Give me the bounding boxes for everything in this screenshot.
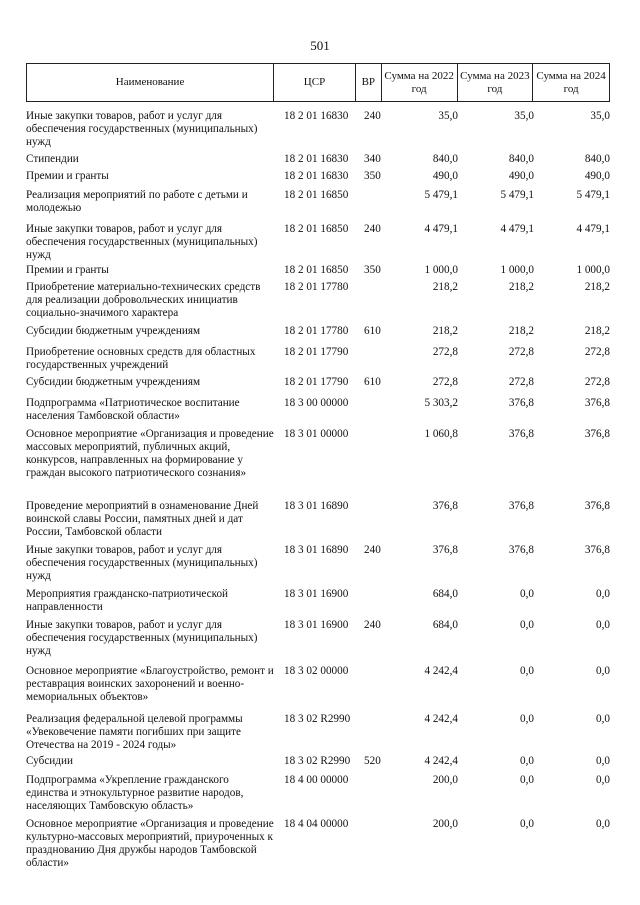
header-year-2023: Сумма на 2023 год [458,64,534,101]
row-sum-2024: 376,8 [584,397,610,409]
row-csr: 18 3 02 R2990 [284,755,351,767]
row-sum-2023: 376,8 [508,544,534,556]
row-name: Основное мероприятие «Организация и проведение массовых мероприятий, публичных акций, конкурсов, направленных на формирование у граждан высокого патриотического сознания» [26,428,274,479]
row-name: Субсидии бюджетным учреждениям [26,376,201,388]
row-csr: 18 2 01 17790 [284,376,349,388]
row-sum-2022: 200,0 [432,774,458,786]
row-sum-2022: 376,8 [432,544,458,556]
row-csr: 18 2 01 17790 [284,346,349,358]
row-name: Премии и гранты [26,264,109,276]
row-vr: 240 [364,619,381,631]
row-sum-2023: 0,0 [520,774,534,786]
header-csr: ЦСР [274,64,356,101]
row-sum-2023: 272,8 [508,376,534,388]
row-sum-2023: 4 479,1 [500,223,534,235]
row-csr: 18 2 01 17780 [284,325,349,337]
row-name: Стипендии [26,153,79,165]
row-sum-2024: 376,8 [584,428,610,440]
row-sum-2022: 218,2 [432,281,458,293]
row-vr: 350 [364,264,381,276]
row-sum-2023: 0,0 [520,755,534,767]
row-sum-2024: 0,0 [596,774,610,786]
row-name: Реализация мероприятий по работе с детьми и молодежью [26,189,248,214]
row-sum-2022: 1 000,0 [424,264,458,276]
row-vr: 240 [364,110,381,122]
row-vr: 240 [364,544,381,556]
row-csr: 18 3 01 00000 [284,428,349,440]
header-year-2022: Сумма на 2022 год [382,64,458,101]
row-sum-2024: 376,8 [584,544,610,556]
row-sum-2023: 0,0 [520,818,534,830]
row-csr: 18 4 04 00000 [284,818,349,830]
row-name: Премии и гранты [26,170,109,182]
row-sum-2024: 376,8 [584,500,610,512]
row-sum-2022: 4 479,1 [424,223,458,235]
row-sum-2022: 218,2 [432,325,458,337]
row-sum-2023: 0,0 [520,619,534,631]
row-sum-2022: 684,0 [432,619,458,631]
row-name: Основное мероприятие «Организация и проведение культурно-массовых мероприятий, приуроченных к празднованию Дня дружбы народов Тамбовской области» [26,818,274,869]
row-sum-2023: 376,8 [508,428,534,440]
row-csr: 18 2 01 16850 [284,189,349,201]
row-sum-2024: 5 479,1 [576,189,610,201]
row-sum-2022: 4 242,4 [424,665,458,677]
row-sum-2022: 5 303,2 [424,397,458,409]
row-name: Иные закупки товаров, работ и услуг для обеспечения государственных (муниципальных) нужд [26,619,258,657]
row-csr: 18 2 01 16830 [284,153,349,165]
row-name: Подпрограмма «Патриотическое воспитание населения Тамбовской области» [26,397,240,422]
row-sum-2024: 840,0 [584,153,610,165]
row-sum-2023: 35,0 [514,110,534,122]
row-sum-2024: 218,2 [584,281,610,293]
row-vr: 340 [364,153,381,165]
row-sum-2022: 840,0 [432,153,458,165]
row-csr: 18 3 01 16890 [284,544,349,556]
row-name: Иные закупки товаров, работ и услуг для обеспечения государственных (муниципальных) нужд [26,223,258,261]
row-sum-2022: 200,0 [432,818,458,830]
row-sum-2023: 218,2 [508,325,534,337]
row-csr: 18 2 01 16830 [284,110,349,122]
row-csr: 18 2 01 16850 [284,264,349,276]
header-name: Наименование [27,64,274,101]
row-csr: 18 3 01 16890 [284,500,349,512]
row-vr: 520 [364,755,381,767]
row-name: Иные закупки товаров, работ и услуг для обеспечения государственных (муниципальных) нужд [26,110,258,148]
row-sum-2023: 0,0 [520,713,534,725]
table-header [26,63,610,102]
row-sum-2023: 218,2 [508,281,534,293]
row-vr: 350 [364,170,381,182]
row-sum-2023: 376,8 [508,397,534,409]
row-name: Субсидии [26,755,73,767]
row-name: Реализация федеральной целевой программы «Увековечение памяти погибших при защите Отечества на 2019 - 2024 годы» [26,713,243,751]
page-number: 501 [310,38,330,53]
row-sum-2022: 684,0 [432,588,458,600]
row-sum-2024: 272,8 [584,346,610,358]
header-vr: ВР [356,64,382,101]
row-name: Основное мероприятие «Благоустройство, ремонт и реставрация воинских захоронений и военно-мемориальных объектов» [26,665,274,703]
row-vr: 610 [364,376,381,388]
row-sum-2024: 218,2 [584,325,610,337]
row-sum-2023: 0,0 [520,665,534,677]
row-vr: 240 [364,223,381,235]
row-sum-2023: 0,0 [520,588,534,600]
row-sum-2023: 1 000,0 [500,264,534,276]
row-sum-2023: 490,0 [508,170,534,182]
row-sum-2024: 0,0 [596,665,610,677]
row-csr: 18 2 01 17780 [284,281,349,293]
row-name: Мероприятия гражданско-патриотической направленности [26,588,229,613]
row-csr: 18 2 01 16830 [284,170,349,182]
row-name: Иные закупки товаров, работ и услуг для обеспечения государственных (муниципальных) нужд [26,544,258,582]
row-sum-2022: 490,0 [432,170,458,182]
row-name: Субсидии бюджетным учреждениям [26,325,201,337]
row-sum-2024: 1 000,0 [576,264,610,276]
row-vr: 610 [364,325,381,337]
row-sum-2022: 5 479,1 [424,189,458,201]
row-csr: 18 3 02 R2990 [284,713,351,725]
row-sum-2022: 272,8 [432,346,458,358]
row-sum-2023: 5 479,1 [500,189,534,201]
row-sum-2022: 1 060,8 [424,428,458,440]
row-csr: 18 3 01 16900 [284,619,349,631]
row-sum-2024: 0,0 [596,818,610,830]
row-sum-2024: 0,0 [596,713,610,725]
row-sum-2022: 272,8 [432,376,458,388]
row-csr: 18 3 02 00000 [284,665,349,677]
row-csr: 18 2 01 16850 [284,223,349,235]
row-name: Приобретение материально-технических средств для реализации добровольческих инициатив социально-значимого характера [26,281,261,319]
row-sum-2022: 35,0 [438,110,458,122]
row-csr: 18 3 00 00000 [284,397,349,409]
header-year-2024: Сумма на 2024 год [536,69,606,95]
row-sum-2024: 490,0 [584,170,610,182]
row-name: Проведение мероприятий в ознаменование Дней воинской славы России, памятных дней и дат России, Тамбовской области [26,500,259,538]
row-name: Подпрограмма «Укрепление гражданского единства и этнокультурное развитие народов, населяющих Тамбовскую область» [26,774,244,812]
row-name: Приобретение основных средств для областных государственных учреждений [26,346,256,371]
row-sum-2022: 376,8 [432,500,458,512]
row-sum-2024: 35,0 [590,110,610,122]
row-sum-2022: 4 242,4 [424,755,458,767]
row-sum-2022: 4 242,4 [424,713,458,725]
row-csr: 18 4 00 00000 [284,774,349,786]
row-sum-2024: 4 479,1 [576,223,610,235]
row-sum-2024: 0,0 [596,755,610,767]
row-sum-2024: 0,0 [596,588,610,600]
row-sum-2024: 0,0 [596,619,610,631]
row-sum-2023: 840,0 [508,153,534,165]
row-sum-2024: 272,8 [584,376,610,388]
row-sum-2023: 376,8 [508,500,534,512]
row-csr: 18 3 01 16900 [284,588,349,600]
row-sum-2023: 272,8 [508,346,534,358]
